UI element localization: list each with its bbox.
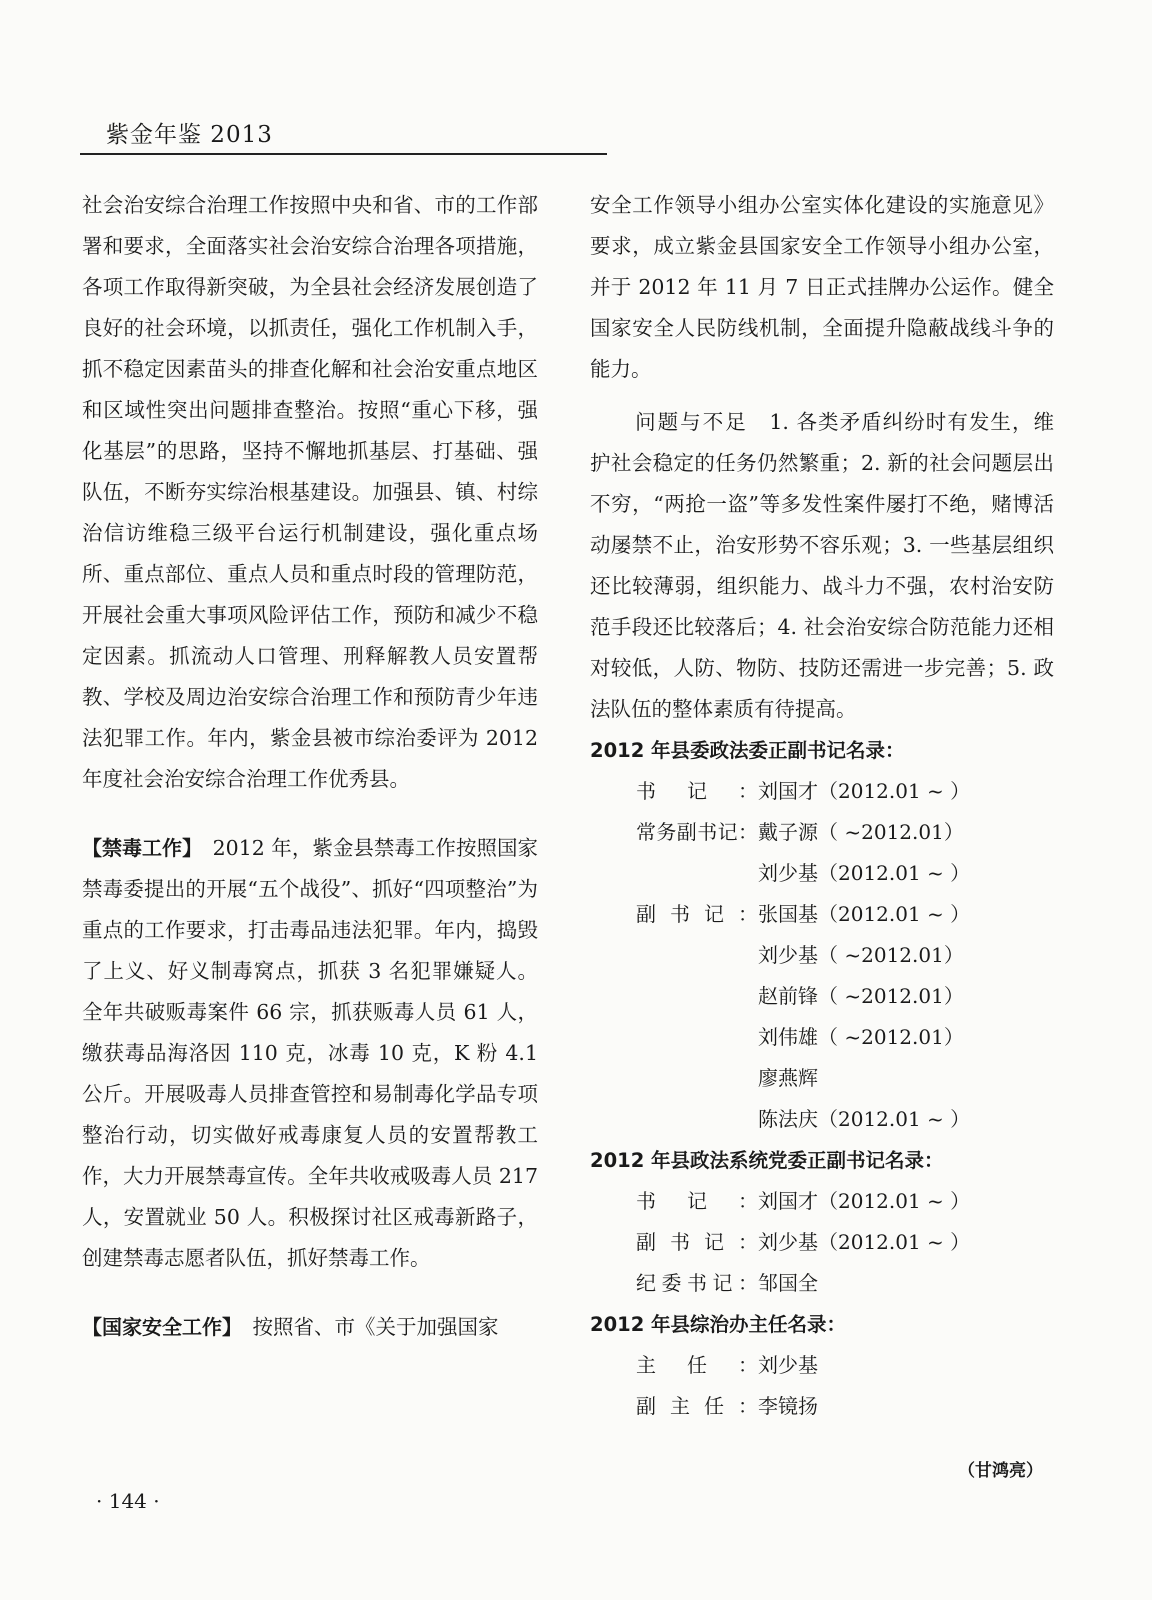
roster-row	[590, 1222, 1054, 1263]
roster-names	[758, 1386, 1054, 1427]
roster-name: 刘少基（ ~2012.01）	[758, 943, 964, 967]
roster-row	[590, 812, 1054, 894]
roster-role: 书记：	[636, 779, 758, 803]
roster-title: 2012 年县委政法委正副书记名录：	[590, 739, 905, 762]
national-security-continued-paragraph: 安全工作领导小组办公室实体化建设的实施意见》要求，成立紫金县国家安全工作领导小组办公室，并于 2012 年 11 月 7 日正式挂牌办公运作。健全国家安全人民防线机制，全面提升隐蔽战线斗争的能力。	[590, 193, 1054, 381]
roster-role: 主任：	[636, 1353, 758, 1377]
comprehensive-governance-paragraph: 社会治安综合治理工作按照中央和省、市的工作部署和要求，全面落实社会治安综合治理各项措施，各项工作取得新突破，为全县社会经济发展创造了良好的社会环境，以抓责任，强化工作机制入手，抓不稳定因素苗头的排查化解和社会治安重点地区和区域性突出问题排查整治。按照“重心下移，强化基层”的思路，坚持不懈地抓基层、打基础、强队伍，不断夯实综治根基建设。加强县、镇、村综治信访维稳三级平台运行机制建设，强化重点场所、重点部位、重点人员和重点时段的管理防范，开展社会重大事项风险评估工作，预防和减少不稳定因素。抓流动人口管理、刑释解教人员安置帮教、学校及周边治安综合治理工作和预防青少年违法犯罪工作。年内，紫金县被市综治委评为 2012 年度社会治安综合治理工作优秀县。	[82, 193, 538, 791]
roster-row	[590, 1263, 1054, 1304]
roster-name: 刘少基（2012.01 ~ ）	[758, 1230, 971, 1254]
roster-name: 邹国全	[758, 1271, 818, 1295]
roster-name: 刘少基（2012.01 ~ ）	[758, 861, 971, 885]
roster-role: 书记：	[636, 1189, 758, 1213]
roster-list	[590, 1181, 1054, 1304]
drug-control-heading: 【禁毒工作】	[82, 836, 193, 860]
national-security-paragraph	[82, 1307, 538, 1348]
roster-name: 刘少基	[758, 1353, 818, 1377]
roster-name: 廖燕辉	[758, 1066, 818, 1090]
problems-text: 1. 各类矛盾纠纷时有发生，维护社会稳定的任务仍然繁重；2. 新的社会问题层出不穷，“两抢一盗”等多发性案件屡打不绝，赌博活动屡禁不止，治安形势不容乐观；3. 一些基层组织还比较薄弱，组织能力、战斗力不强，农村治安防范手段还比较落后；4. 社会治安综合防范能力还相对较低，人防、物防、技防还需进一步完善；5. 政法队伍的整体素质有待提高。	[590, 410, 1055, 721]
national-security-heading: 【国家安全工作】	[82, 1315, 232, 1339]
roster-title: 2012 年县政法系统党委正副书记名录：	[590, 1149, 944, 1172]
header-rule	[80, 153, 607, 155]
running-header: 紫金年鉴 2013	[106, 122, 273, 148]
roster-name: 陈法庆（2012.01 ~ ）	[758, 1107, 971, 1131]
roster-role: 常务副书记：	[636, 820, 758, 844]
roster-name: 刘国才（2012.01 ~ ）	[758, 1189, 971, 1213]
roster-row	[590, 1386, 1054, 1427]
drug-control-paragraph	[82, 828, 538, 1279]
roster-name: 赵前锋（ ~2012.01）	[758, 984, 964, 1008]
roster-role: 副书记：	[636, 1230, 758, 1254]
roster-name: 李镜扬	[758, 1394, 818, 1418]
roster-row	[590, 1345, 1054, 1386]
roster-role: 副主任：	[636, 1394, 758, 1418]
right-column	[590, 185, 1054, 1427]
roster-row	[590, 894, 1054, 1140]
roster-list	[590, 771, 1054, 1140]
roster-names	[758, 1263, 1054, 1304]
rosters	[590, 730, 1054, 1427]
roster-role: 副书记：	[636, 902, 758, 926]
roster-names	[758, 812, 1054, 894]
page-number: · 144 ·	[96, 1489, 160, 1513]
roster-name: 张国基（2012.01 ~ ）	[758, 902, 971, 926]
roster-names	[758, 1345, 1054, 1386]
roster-names	[758, 1222, 1054, 1263]
roster-title: 2012 年县综治办主任名录：	[590, 1313, 847, 1336]
author-credit: （甘鸿亮）	[958, 1461, 1043, 1481]
roster-row	[590, 1181, 1054, 1222]
problems-paragraph	[590, 402, 1054, 730]
roster-name: 戴子源（ ~2012.01）	[758, 820, 964, 844]
roster-names	[758, 1181, 1054, 1222]
roster-role: 纪委书记：	[636, 1271, 758, 1295]
roster-list	[590, 1345, 1054, 1427]
roster-name: 刘伟雄（ ~2012.01）	[758, 1025, 964, 1049]
drug-control-text: 2012 年，紫金县禁毒工作按照国家禁毒委提出的开展“五个战役”、抓好“四项整治”为重点的工作要求，打击毒品违法犯罪。年内，捣毁了上义、好义制毒窝点，抓获 3 名犯罪嫌疑人。全年共破贩毒案件 66 宗，抓获贩毒人员 61 人，缴获毒品海洛因 110 克，冰毒 10 克，K 粉 4.1 公斤。开展吸毒人员排查管控和易制毒化学品专项整治行动，切实做好戒毒康复人员的安置帮教工作，大力开展禁毒宣传。全年共收戒吸毒人员 217 人，安置就业 50 人。积极探讨社区戒毒新路子，创建禁毒志愿者队伍，抓好禁毒工作。	[82, 836, 538, 1270]
problems-label: 问题与不足	[635, 410, 748, 434]
roster-row	[590, 771, 1054, 812]
roster-names	[758, 894, 1054, 1140]
national-security-text: 按照省、市《关于加强国家	[252, 1315, 499, 1339]
left-column	[82, 185, 538, 1348]
roster-name: 刘国才（2012.01 ~ ）	[758, 779, 971, 803]
roster-names	[758, 771, 1054, 812]
